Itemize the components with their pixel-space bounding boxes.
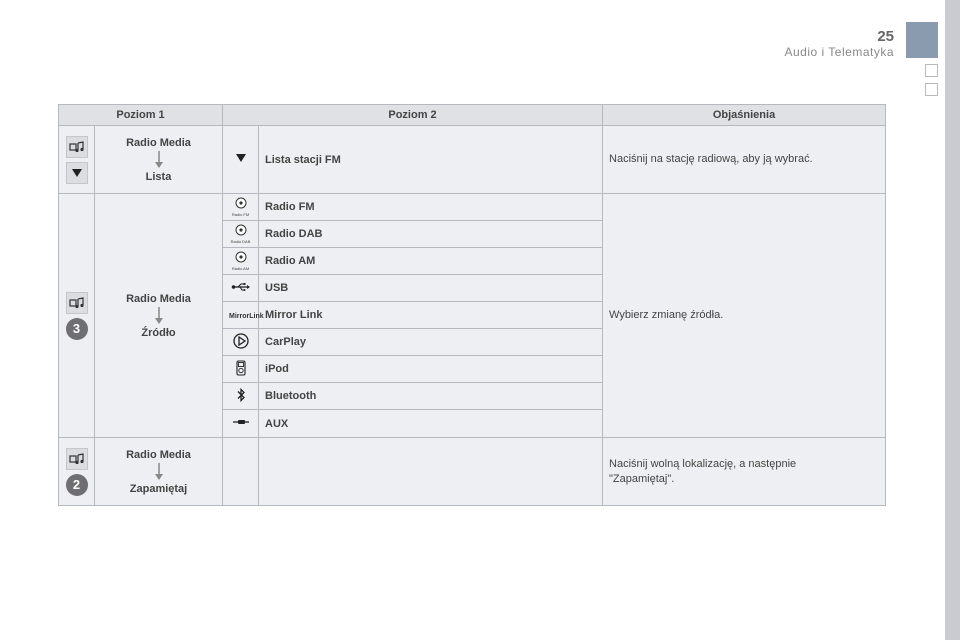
- description-cell: Wybierz zmianę źródła.: [603, 194, 886, 438]
- level2-label: Radio DAB: [259, 221, 603, 248]
- thumbnail-box-2: [925, 83, 938, 96]
- level2-icon-cell: [223, 126, 259, 194]
- section-title: Audio i Telematyka: [784, 45, 894, 59]
- step-badge: 3: [66, 318, 88, 340]
- row-icons: [59, 438, 95, 506]
- ipod-icon: [223, 356, 259, 383]
- table-row: [59, 438, 886, 506]
- level2-label: CarPlay: [259, 329, 603, 356]
- music-note-icon: [66, 448, 88, 470]
- description-cell: Naciśnij na stację radiową, aby ją wybrać.: [603, 126, 886, 194]
- level2-label: Mirror Link: [259, 302, 603, 329]
- description-cell: [603, 438, 886, 506]
- level1-top-label: Radio Media: [126, 292, 191, 305]
- triangle-down-icon: [66, 162, 88, 184]
- level2-label: iPod: [259, 356, 603, 383]
- radio-dial-icon: [223, 248, 259, 275]
- bluetooth-icon: [223, 383, 259, 410]
- level2-label: USB: [259, 275, 603, 302]
- arrow-down-icon: [153, 151, 165, 169]
- row-icons: [59, 194, 95, 438]
- column-header-level2: Poziom 2: [223, 105, 603, 126]
- level2-label-empty: [259, 438, 603, 506]
- carplay-icon: [223, 329, 259, 356]
- level2-label: AUX: [259, 410, 603, 438]
- usb-icon: [223, 275, 259, 302]
- aux-jack-icon: [223, 410, 259, 438]
- music-note-icon: [66, 136, 88, 158]
- level1-top-label: Radio Media: [126, 136, 191, 149]
- level1-cell: [95, 126, 223, 194]
- triangle-down-icon: [235, 153, 247, 163]
- radio-dial-icon: [223, 221, 259, 248]
- table-header-row: [59, 105, 886, 126]
- level1-bottom-label: Lista: [145, 170, 172, 183]
- icon-caption: Radio AM: [231, 266, 250, 271]
- icon-caption: Radio FM: [231, 212, 250, 217]
- page-edge-strip: [945, 0, 960, 640]
- row-icons: [59, 126, 95, 194]
- settings-table: [58, 104, 886, 506]
- music-note-icon: [66, 292, 88, 314]
- level2-label: Lista stacji FM: [259, 126, 603, 194]
- arrow-down-icon: [153, 463, 165, 481]
- column-header-level1: Poziom 1: [59, 105, 223, 126]
- icon-caption: Radio DAB: [230, 239, 251, 244]
- thumbnail-box-1: [925, 64, 938, 77]
- level2-label: Bluetooth: [259, 383, 603, 410]
- description-line: Naciśnij wolną lokalizację, a następnie: [609, 457, 797, 470]
- level2-label: Radio AM: [259, 248, 603, 275]
- table-row: [59, 126, 886, 194]
- table-row: [59, 194, 886, 221]
- level2-label: Radio FM: [259, 194, 603, 221]
- level1-cell: [95, 194, 223, 438]
- column-header-notes: Objaśnienia: [603, 105, 886, 126]
- arrow-down-icon: [153, 307, 165, 325]
- radio-dial-icon: [223, 194, 259, 221]
- icon-caption: MirrorLink: [229, 313, 264, 320]
- level1-cell: [95, 438, 223, 506]
- level1-bottom-label: Źródło: [141, 326, 176, 339]
- page-tab-marker: [906, 22, 938, 58]
- mirrorlink-icon: [223, 302, 264, 329]
- level1-top-label: Radio Media: [126, 448, 191, 461]
- level1-bottom-label: Zapamiętaj: [129, 482, 188, 495]
- step-badge: 2: [66, 474, 88, 496]
- page-number: 25: [877, 28, 894, 45]
- level2-icon-cell-empty: [223, 438, 259, 506]
- description-line: "Zapamiętaj".: [609, 472, 675, 485]
